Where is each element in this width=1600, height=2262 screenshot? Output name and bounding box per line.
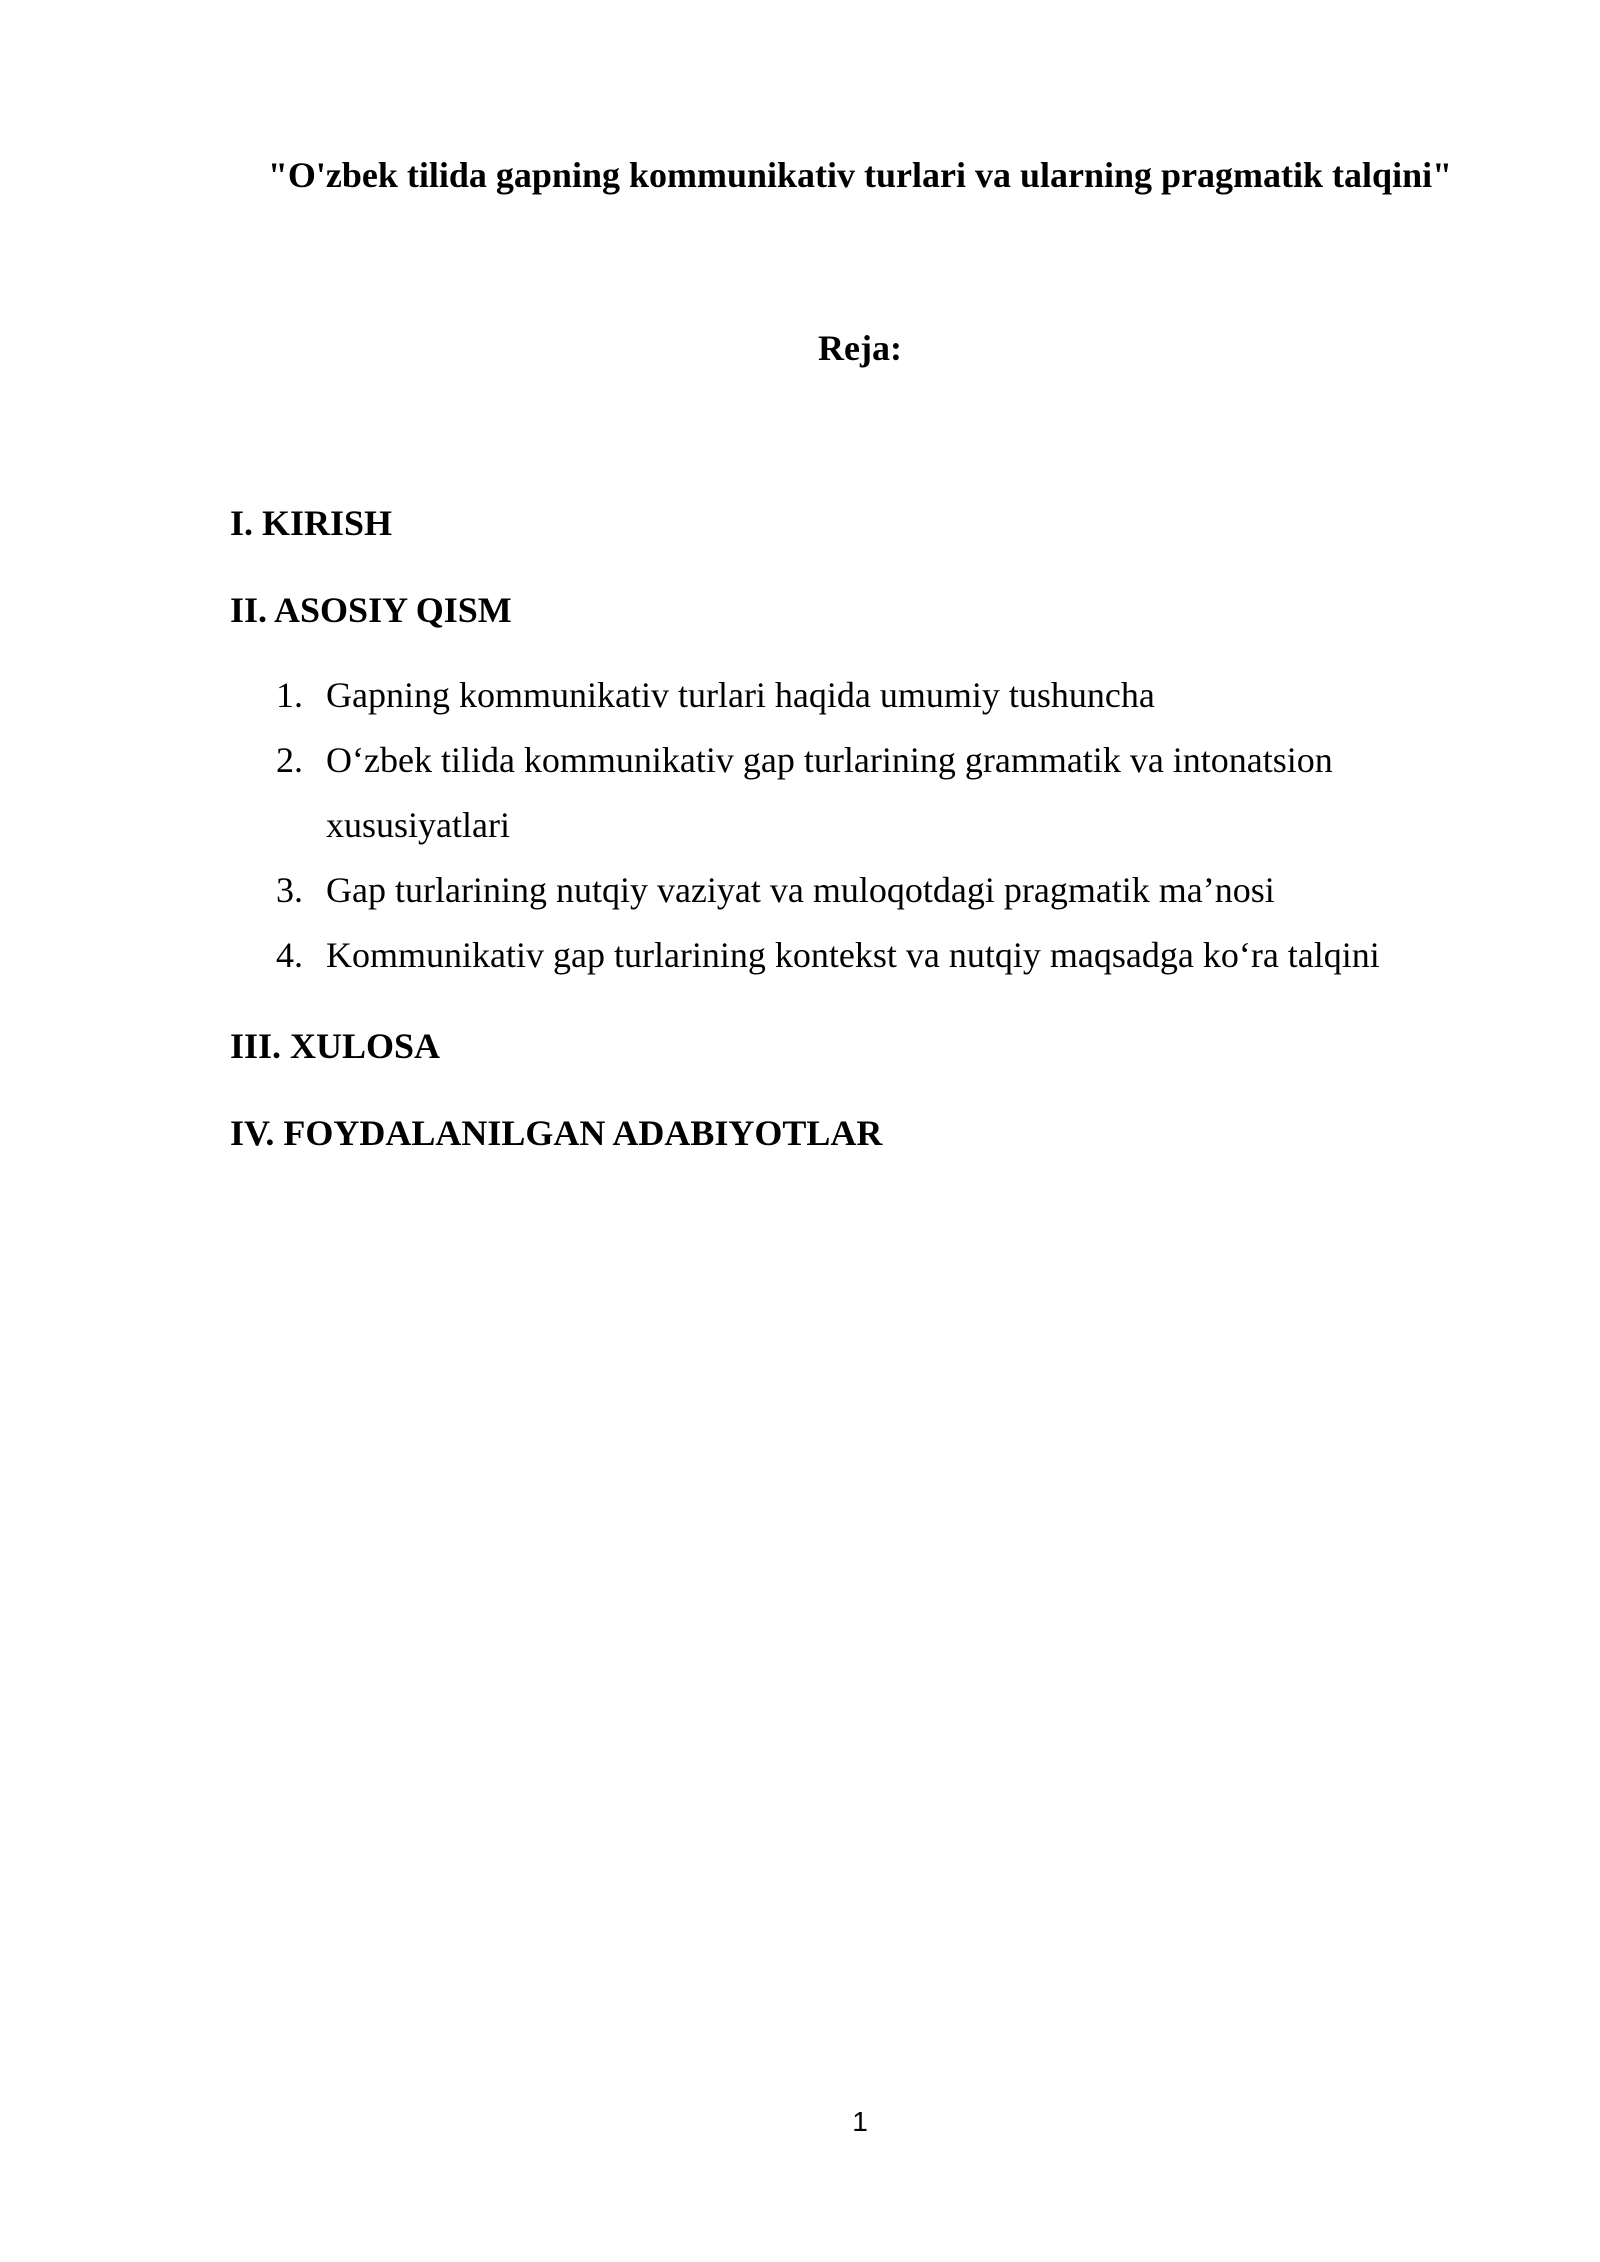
section-heading-references: IV. FOYDALANILGAN ADABIYOTLAR (230, 1113, 883, 1153)
document-title: "O'zbek tilida gapning kommunikativ turlari va ularning pragmatik talqini" (267, 155, 1453, 195)
list-item-text: O‘zbek tilida kommunikativ gap turlarining grammatik va intonatsion xususiyatlari (326, 740, 1333, 845)
section-heading-conclusion: III. XULOSA (230, 1026, 441, 1066)
section-heading-main-part: II. ASOSIY QISM (230, 590, 512, 630)
list-item-text: Gap turlarining nutqiy vaziyat va muloqotdagi pragmatik ma’nosi (326, 870, 1275, 910)
plan-heading: Reja: (818, 328, 902, 368)
list-item-number: 1. (276, 675, 303, 715)
list-item-number: 3. (276, 870, 303, 910)
list-item-text: Kommunikativ gap turlarining kontekst va nutqiy maqsadga ko‘ra talqini (326, 935, 1380, 975)
page-number: 1 (852, 2106, 868, 2137)
list-item-number: 4. (276, 935, 303, 975)
section-heading-introduction: I. KIRISH (230, 503, 393, 543)
list-item-number: 2. (276, 740, 303, 780)
list-item-text: Gapning kommunikativ turlari haqida umumiy tushuncha (326, 675, 1155, 715)
